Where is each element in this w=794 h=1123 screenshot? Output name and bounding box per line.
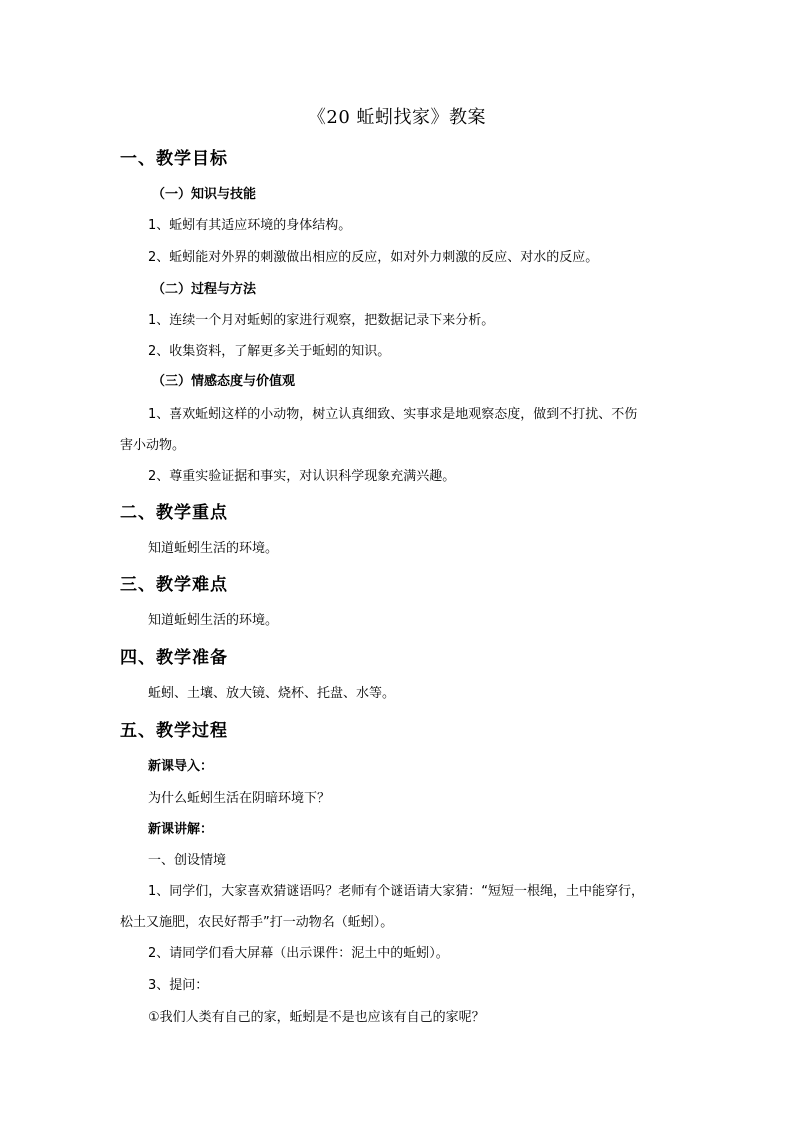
paragraph: 2、蚯蚓能对外界的刺激做出相应的反应，如对外力刺激的反应、对水的反应。 bbox=[148, 250, 599, 265]
subsection-heading-process-methods: （二）过程与方法 bbox=[152, 282, 257, 297]
paragraph: 2、收集资料，了解更多关于蚯蚓的知识。 bbox=[148, 344, 391, 359]
section-heading-teaching-process: 五、教学过程 bbox=[120, 721, 228, 741]
label-new-lesson-explanation: 新课讲解： bbox=[148, 822, 214, 837]
paragraph-continuation: 害小动物。 bbox=[120, 438, 186, 453]
section-heading-preparation: 四、教学准备 bbox=[120, 648, 228, 668]
paragraph: 知道蚯蚓生活的环境。 bbox=[148, 541, 279, 556]
subsection-heading-attitudes-values: （三）情感态度与价值观 bbox=[152, 374, 296, 389]
paragraph: 1、同学们，大家喜欢猜谜语吗？老师有个谜语请大家猜：“短短一根绳，土中能穿行， bbox=[148, 884, 645, 899]
paragraph: 2、请同学们看大屏幕（出示课件：泥土中的蚯蚓）。 bbox=[148, 946, 449, 961]
paragraph: 2、尊重实验证据和事实，对认识科学现象充满兴趣。 bbox=[148, 469, 456, 484]
section-heading-teaching-objectives: 一、教学目标 bbox=[120, 149, 228, 169]
section-heading-difficulties: 三、教学难点 bbox=[120, 575, 228, 595]
paragraph: 知道蚯蚓生活的环境。 bbox=[148, 613, 279, 628]
paragraph: 3、提问： bbox=[148, 978, 209, 993]
subsection-heading-knowledge-skills: （一）知识与技能 bbox=[152, 187, 257, 202]
paragraph: 1、蚯蚓有其适应环境的身体结构。 bbox=[148, 218, 352, 233]
paragraph: 蚯蚓、土壤、放大镜、烧杯、托盘、水等。 bbox=[148, 686, 396, 701]
document-title: 《20 蚯蚓找家》教案 bbox=[307, 107, 487, 128]
paragraph-continuation: 松土又施肥，农民好帮手”打一动物名（蚯蚓）。 bbox=[120, 915, 394, 930]
section-heading-key-points: 二、教学重点 bbox=[120, 503, 228, 523]
label-new-lesson-intro: 新课导入： bbox=[148, 759, 214, 774]
paragraph: 1、喜欢蚯蚓这样的小动物，树立认真细致、实事求是地观察态度，做到不打扰、不伤 bbox=[148, 407, 638, 422]
paragraph: 1、连续一个月对蚯蚓的家进行观察，把数据记录下来分析。 bbox=[148, 313, 495, 328]
paragraph: 一、创设情境 bbox=[148, 853, 227, 868]
paragraph: 为什么蚯蚓生活在阴暗环境下？ bbox=[148, 791, 331, 806]
paragraph: ①我们人类有自己的家，蚯蚓是不是也应该有自己的家呢？ bbox=[148, 1010, 485, 1025]
